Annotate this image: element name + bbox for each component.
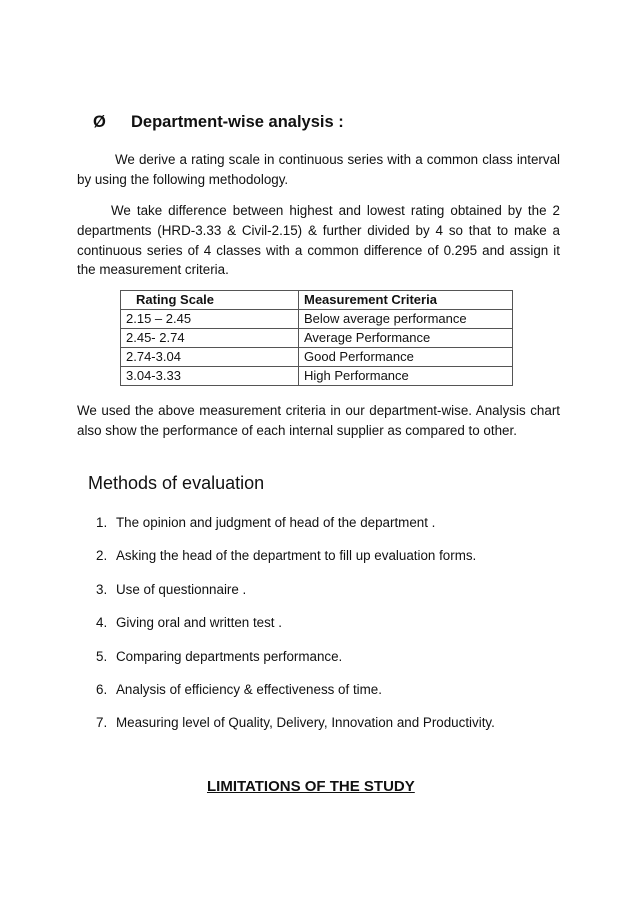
methods-heading: Methods of evaluation (88, 473, 265, 493)
table-cell-criteria: High Performance (299, 367, 513, 386)
list-item-number: 7. (96, 715, 108, 731)
limitations-heading: LIMITATIONS OF THE STUDY (207, 778, 415, 795)
table-row (121, 348, 513, 367)
section-heading-text: Department-wise analysis : (131, 113, 344, 131)
list-item-number: 5. (96, 648, 108, 664)
table-cell-rating: 2.74-3.04 (121, 348, 299, 367)
list-item-text: Asking the head of the department to fill up evaluation forms. (116, 548, 477, 564)
table-row (121, 329, 513, 348)
list-item-number: 4. (96, 615, 108, 631)
column-header-measurement-criteria: Measurement Criteria (299, 291, 513, 310)
table-cell-rating: 2.15 – 2.45 (121, 310, 299, 329)
section-heading (93, 113, 344, 132)
list-item-text: The opinion and judgment of head of the department . (116, 515, 436, 530)
rating-scale-table (120, 290, 513, 386)
list-item (96, 613, 495, 646)
list-item-text: Giving oral and written test . (116, 615, 282, 631)
table-header-row (121, 291, 513, 310)
list-item (96, 713, 495, 746)
list-item (96, 580, 495, 613)
bullet-glyph: Ø (93, 113, 106, 131)
table-cell-rating: 2.45- 2.74 (121, 329, 299, 348)
list-item (96, 546, 495, 579)
column-header-rating-scale: Rating Scale (121, 291, 299, 310)
table-cell-criteria: Below average performance (299, 310, 513, 329)
table-cell-criteria: Average Performance (299, 329, 513, 348)
list-item-text: Measuring level of Quality, Delivery, Innovation and Productivity. (116, 715, 495, 731)
list-item-number: 1. (96, 515, 108, 530)
table-row (121, 310, 513, 329)
table-cell-rating: 3.04-3.33 (121, 367, 299, 386)
list-item (96, 647, 495, 680)
table-cell-criteria: Good Performance (299, 348, 513, 367)
list-item-text: Use of questionnaire . (116, 581, 247, 597)
table-row (121, 367, 513, 386)
list-item-number: 2. (96, 548, 108, 564)
list-item-text: Comparing departments performance. (116, 648, 343, 664)
paragraph-measurement-usage: We used the above measurement criteria in our department-wise. Analysis chart also show the performance of each internal supplier as compared to other. (77, 403, 560, 438)
list-item-number: 6. (96, 681, 108, 697)
list-item (96, 680, 495, 713)
list-item-number: 3. (96, 581, 108, 597)
paragraph-methodology: We take difference between highest and lowest rating obtained by the 2 departments (HRD-3.33 & Civil-2.15) & further divided by 4 so that to make a continuous series of 4 classes with a common difference of 0.295 and assign it the measurement criteria. (77, 203, 560, 278)
list-item (96, 513, 495, 546)
list-item-text: Analysis of efficiency & effectiveness of time. (116, 681, 382, 697)
paragraph-rating-scale-intro: We derive a rating scale in continuous series with a common class interval by using the following methodology. (77, 152, 560, 187)
methods-list (96, 513, 495, 747)
